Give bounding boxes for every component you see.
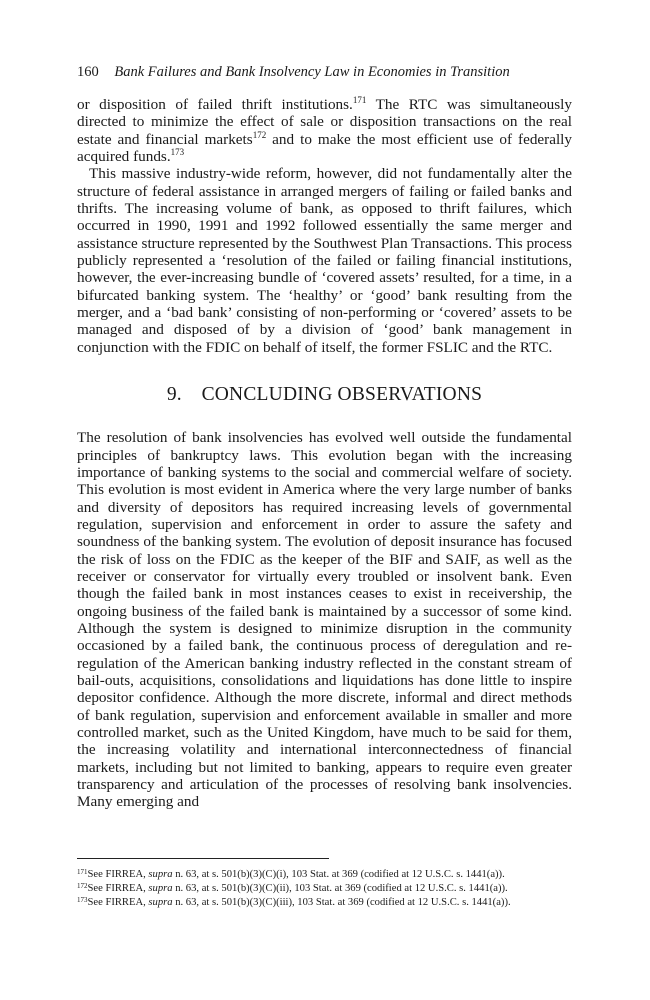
running-header	[77, 62, 572, 82]
footnote-supra: supra	[148, 897, 173, 908]
footnote-citation: n. 63, at s. 501(b)(3)(C)(i), 103 Stat. at 369 (codified at 12 U.S.C. s. 1441(a)).	[172, 869, 505, 880]
paragraph-concluding: The resolution of bank insolvencies has evolved well outside the fundamental principles of bankruptcy laws. This evolution began with the increasing importance of banking systems to the social and commercial welfare of society. This evolution is most evident in America where the very large number of banks and diversity of depositors has required increasing levels of governmental regulation, supervision and enforcement in order to assure the safety and soundness of the banking system. The evolution of deposit insurance has focused the risk of loss on the FDIC as the keeper of the BIF and SAIF, as well as the receiver or conservator for virtually every troubled or insolvent bank. Even though the failed bank in most instances ceases to exist in receivership, the ongoing business of the failed bank is maintained by a successor of some kind. Although the system is designed to minimize disruption in the community occasioned by a failed bank, the continuous process of deregulation and re-regulation of the American banking industry reflected in the constant stream of bail-outs, acquisitions, consolidations and liquidations has done little to inspire depositor confidence. Although the more discrete, informal and direct methods of bank regulation, supervision and enforcement available in smaller and more controlled market, such as the United Kingdom, have much to be said for them, the increasing volatility and international interconnectedness of financial markets, including but not limited to banking, appears to require even greater transparency and articulation of the processes of resolving bank insolvencies. Many emerging and	[77, 429, 572, 811]
footnote-citation: n. 63, at s. 501(b)(3)(C)(iii), 103 Stat. at 369 (codified at 12 U.S.C. s. 1441(a)).	[172, 897, 511, 908]
section-heading: 9. CONCLUDING OBSERVATIONS	[166, 384, 483, 406]
footnote-see: See FIRREA,	[87, 869, 149, 880]
page-content	[77, 62, 572, 811]
footnote-see: See FIRREA,	[87, 883, 149, 894]
footnote-173	[77, 896, 572, 910]
footnote-divider	[77, 858, 329, 859]
footnote-supra: supra	[148, 883, 173, 894]
footnote-citation: n. 63, at s. 501(b)(3)(C)(ii), 103 Stat. at 369 (codified at 12 U.S.C. s. 1441(a)).	[172, 883, 508, 894]
footnote-ref-171[interactable]: 171	[352, 95, 367, 105]
page-number: 160	[77, 64, 99, 80]
footnote-see: See FIRREA,	[87, 897, 149, 908]
footnote-ref-173[interactable]: 173	[170, 147, 185, 158]
para1-text-1: or disposition of failed thrift institutions.	[77, 96, 353, 113]
footnotes	[77, 868, 572, 910]
footnote-number: 173	[77, 896, 88, 904]
footnote-number: 172	[77, 882, 88, 890]
para1-text-2: The RTC was simultaneously directed to minimize the effect of sale or disposition transactions on the real estate and financial markets	[77, 96, 572, 148]
footnote-number: 171	[77, 868, 88, 876]
paragraph-industry-reform: This massive industry-wide reform, however, did not fundamentally alter the structure of federal assistance in arranged mergers of failing or failed banks and thrifts. The increasing volume of bank, as opposed to thrift failures, which occurred in 1990, 1991 and 1992 followed essentially the same merger and assistance structure represented by the Southwest Plan Transactions. This process publicly represented a ‘resolution of the failed or failing financial institutions, however, the ever-increasing bundle of ‘covered assets’ resulted, for a time, in a bifurcated banking system. The ‘healthy’ or ‘good’ bank resulting from the merger, and a ‘bad bank’ consisting of non-performing or ‘covered’ assets to be managed and disposed of by a division of ‘good’ bank management in conjunction with the FDIC on behalf of itself, the former FSLIC and the RTC.	[77, 165, 572, 356]
footnote-ref-172[interactable]: 172	[252, 129, 267, 140]
running-title: Bank Failures and Bank Insolvency Law in Economies in Transition	[114, 64, 510, 80]
body-text	[77, 96, 572, 811]
footnote-supra: supra	[148, 869, 173, 880]
para1-text-3: and to make the most efficient use of federally acquired funds.	[77, 130, 572, 166]
paragraph-continuation	[77, 96, 572, 165]
footnote-172	[77, 882, 572, 896]
footnote-171	[77, 868, 572, 882]
